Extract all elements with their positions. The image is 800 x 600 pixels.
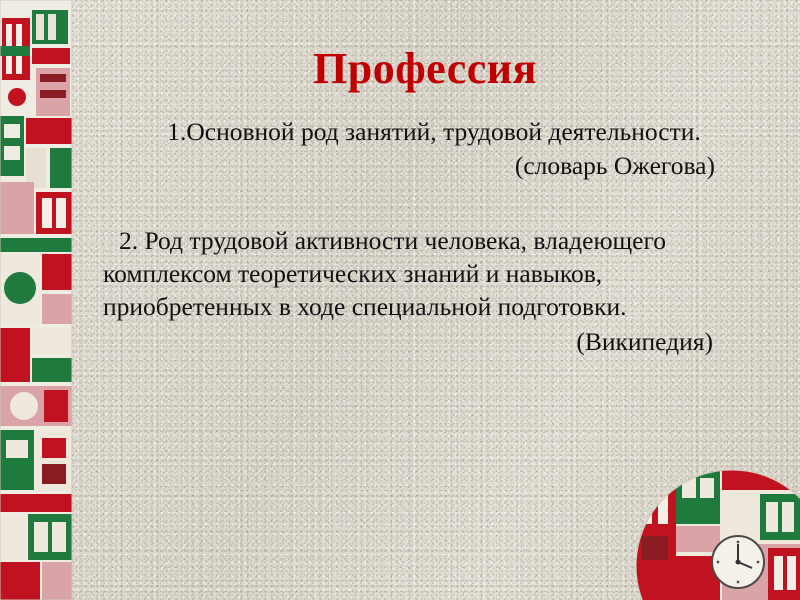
definition-1-text: 1.Основной род занятий, трудовой деятельности. (167, 117, 701, 147)
definition-block-2 (85, 224, 765, 359)
definition-2-text: 2. Род трудовой активности человека, владеющего комплексом теоретических знаний и навыков, приобретенных в ходе специальной подготовки. (103, 225, 667, 321)
definition-block-1 (85, 115, 765, 181)
left-collage-decoration (0, 0, 72, 600)
slide-content (85, 45, 765, 358)
page-title: Профессия (313, 44, 537, 93)
corner-collage-decoration (610, 470, 800, 600)
definition-2-source: (Википедия) (576, 327, 713, 357)
definition-1-source: (словарь Ожегова) (514, 150, 715, 180)
